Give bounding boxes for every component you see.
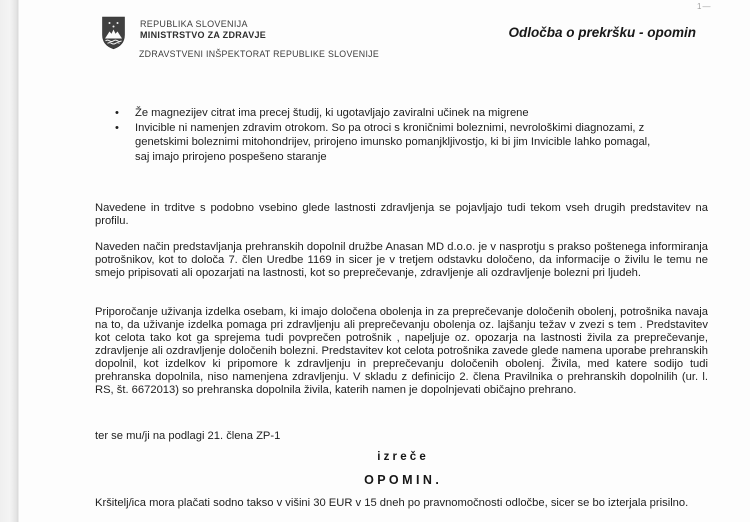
header-republic-line: REPUBLIKA SLOVENIJA <box>140 19 248 29</box>
corner-page-mark: 1— <box>697 2 712 11</box>
header-ministry-block <box>140 19 266 41</box>
list-item <box>115 121 667 165</box>
paragraph-regulation-1169: Naveden način predstavljanja prehranskih dopolnil družbe Anasan MD d.o.o. je v nasprotju s prakso poštenega informiranja potrošnikov, kot to določa 7. člen Uredbe 1169 in sicer je v tretjem odstavku določeno, da informacije o živilu le temu ne smejo pripisovati ali opozarjati na lastnosti, kot so preprečevanje, zdravljenje ali ozdravljenje bolezni pri ljudeh. <box>95 241 708 279</box>
verdict-warning-line: O P O M I N . <box>364 473 439 487</box>
list-item <box>115 106 667 121</box>
header-ministry-line: MINISTRSTVO ZA ZDRAVJE <box>140 30 267 40</box>
bullet-list <box>115 106 667 164</box>
paragraph-legal-basis: ter se mu/ji na podlagi 21. člena ZP-1 <box>95 430 281 442</box>
paragraph-misleading-presentation: Priporočanje uživanja izdelka osebam, ki imajo določena obolenja in za preprečevanje določenih obolenj, potrošnika navaja na to, da uživanje izdelka pomaga pri zdravljenju ali preprečevanju obolenja oz. lajšanju težav v zvezi s tem . Predstavitev kot celota tako kot ga sprejema tudi povprečen potrošnik , napeljuje oz. opozarja na lastnosti živila za preprečevanje, zdravljenje ali ozdravljenje določenih bolezni. Predstavitev kot celota potrošnika zavede glede namena uporabe prehranskih dopolnil, kot izdelkov ki pripomore k zdravljenju in preprečevanju določenih obolenj. Živila, med katere sodijo tudi prehranska dopolnila, niso namenjena zdravljenju. V skladu z definicijo 2. člena Pravilnika o prehranskih dopolnilih (ur. l. RS, št. 6672013) so prehranska dopolnila živila, katerih namen je dopolnjevati običajno prehrano. <box>95 306 708 396</box>
verdict-pronounce-line: i z r e č e <box>377 451 426 463</box>
bullet-text: Že magnezijev citrat ima precej študij, ki ugotavljajo zaviralni učinek na migrene <box>135 107 529 119</box>
paragraph-court-fee: Kršitelj/ica mora plačati sodno takso v višini 30 EUR v 15 dneh po pravnomočnosti odločbe, sicer se bo izterjala prisilno. <box>95 497 689 509</box>
paragraph-claims-profile: Navedene in trditve s podobno vsebino glede lastnosti zdravljenja se pojavljajo tudi tekom vseh drugih predstavitev na profilu. <box>95 202 708 227</box>
bullet-icon: • <box>115 107 119 119</box>
bullet-text: Invicible ni namenjen zdravim otrokom. So pa otroci s kroničnimi boleznimi, nevrološkimi diagnozami, z genetskimi boleznimi mitohondrijev, prirojeno imunsko pomanjkljivostjo, ki bi jim Invicible lahko pomagal, saj imajo prirojeno pospešeno staranje <box>135 121 651 163</box>
document-title: Odločba o prekršku - opomin <box>508 25 696 40</box>
bullet-icon: • <box>115 121 119 134</box>
slovenia-coat-of-arms-icon <box>100 16 127 50</box>
header-inspectorate-line: ZDRAVSTVENI INŠPEKTORAT REPUBLIKE SLOVENIJE <box>139 49 380 59</box>
scan-page-edge <box>0 0 19 522</box>
